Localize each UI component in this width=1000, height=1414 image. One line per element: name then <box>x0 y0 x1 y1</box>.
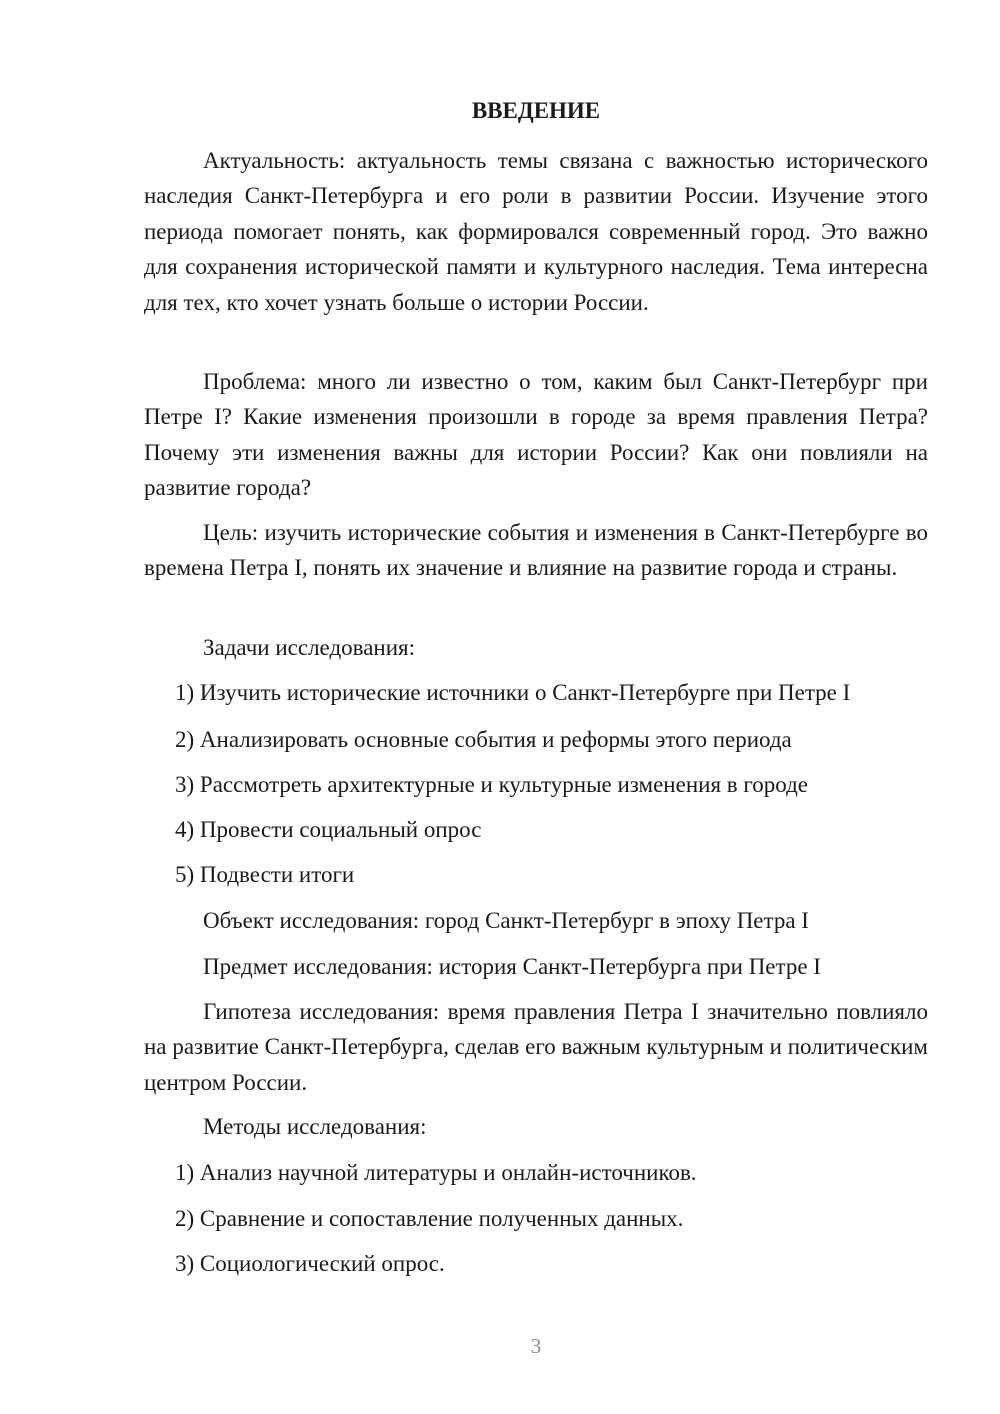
section-heading: ВВЕДЕНИЕ <box>471 98 601 123</box>
research-object: Объект исследования: город Санкт-Петербург в эпоху Петра I <box>203 908 809 933</box>
method-item: 2) Сравнение и сопоставление полученных данных. <box>175 1206 684 1231</box>
method-item: 3) Социологический опрос. <box>175 1251 445 1276</box>
tasks-title: Задачи исследования: <box>203 635 416 660</box>
task-item: 4) Провести социальный опрос <box>175 817 482 842</box>
page-number: 3 <box>530 1334 542 1358</box>
task-item: 1) Изучить исторические источники о Санкт-Петербурге при Петре I <box>175 680 851 705</box>
research-subject: Предмет исследования: история Санкт-Петербурга при Петре I <box>203 954 821 979</box>
method-item: 1) Анализ научной литературы и онлайн-источников. <box>175 1160 697 1185</box>
methods-title: Методы исследования: <box>203 1114 427 1139</box>
problem-paragraph: Проблема: много ли известно о том, каким был Санкт-Петербург при Петре I? Какие изменения произошли в городе за время правления Петра? Почему эти изменения важны для истории России? Как они повлияли на развитие города? <box>144 369 928 501</box>
goal-paragraph: Цель: изучить исторические события и изменения в Санкт-Петербурге во времена Петра I, понять их значение и влияние на развитие города и страны. <box>144 520 928 581</box>
hypothesis-paragraph: Гипотеза исследования: время правления Петра I значительно повлияло на развитие Санкт-Петербурга, сделав его важным культурным и политическим центром России. <box>144 999 928 1095</box>
task-item: 3) Рассмотреть архитектурные и культурные изменения в городе <box>175 772 808 797</box>
task-item: 5) Подвести итоги <box>175 862 355 887</box>
relevance-paragraph: Актуальность: актуальность темы связана с важностью исторического наследия Санкт-Петербурга и его роли в развитии России. Изучение этого периода помогает понять, как формировался современный город. Это важно для сохранения исторической памяти и культурного наследия. Тема интересна для тех, кто хочет узнать больше о истории России. <box>144 148 928 315</box>
task-item: 2) Анализировать основные события и реформы этого периода <box>175 727 792 752</box>
